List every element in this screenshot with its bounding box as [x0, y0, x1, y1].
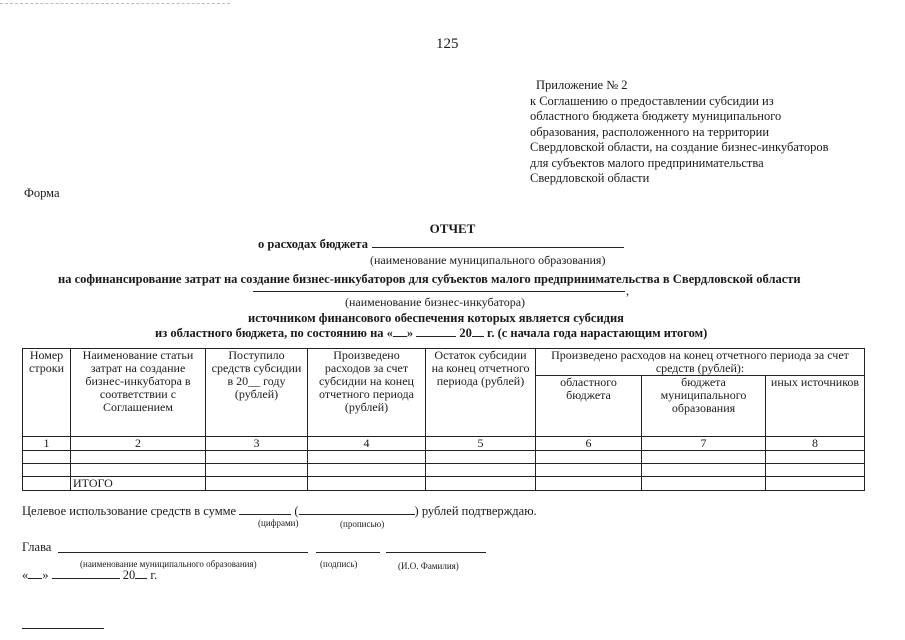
appendix-line: к Соглашению о предоставлении субсидии из	[530, 93, 774, 108]
appendix-line: для субъектов малого предпринимательства	[530, 155, 764, 170]
sign-day-blank[interactable]	[28, 568, 42, 579]
report-line-budget-text: о расходах бюджета	[258, 237, 368, 251]
month-blank[interactable]	[416, 326, 456, 337]
column-number: 3	[206, 437, 308, 451]
sign-date-a: «	[22, 568, 29, 582]
caption-sign: (подпись)	[320, 559, 358, 569]
year-blank[interactable]	[472, 326, 484, 337]
caption-sign-municipality: (наименование муниципального образования)	[80, 559, 257, 569]
total-label: ИТОГО	[71, 477, 206, 491]
report-table	[22, 348, 865, 491]
total-row	[23, 477, 865, 491]
cell[interactable]	[71, 451, 206, 464]
table-row	[23, 464, 865, 477]
form-label: Форма	[24, 186, 60, 200]
cell[interactable]	[426, 464, 536, 477]
date-text-d: г. (с начала года нарастающим итогом)	[487, 326, 708, 340]
cell[interactable]	[308, 451, 426, 464]
name-blank[interactable]	[386, 551, 486, 553]
date-text-c: 20	[459, 326, 472, 340]
purpose-text-b: (	[294, 504, 299, 518]
page-number: 125	[436, 36, 459, 52]
sign-date-d: г.	[150, 568, 158, 582]
cell[interactable]	[426, 477, 536, 491]
appendix-block	[530, 78, 870, 187]
cell[interactable]	[206, 464, 308, 477]
date-text-a: из областного бюджета, по состоянию на «	[155, 326, 393, 340]
column-number-row	[23, 437, 865, 451]
header-other-spent: Произведено расходов на конец отчетного периода за счет средств (рублей):	[536, 349, 865, 376]
caption-digits: (цифрами)	[258, 518, 299, 528]
amount-digits-blank[interactable]	[239, 504, 291, 515]
cell[interactable]	[23, 464, 71, 477]
caption-incubator: (наименование бизнес-инкубатора)	[345, 295, 526, 309]
column-number: 4	[308, 437, 426, 451]
column-number: 8	[766, 437, 865, 451]
cell[interactable]	[23, 451, 71, 464]
report-line-budget	[258, 236, 624, 252]
appendix-line: областного бюджета бюджету муниципального	[530, 109, 782, 123]
cell[interactable]	[308, 464, 426, 477]
header-regional: областного бюджета	[536, 376, 642, 437]
incubator-blank[interactable]	[253, 290, 625, 292]
cell[interactable]	[536, 464, 642, 477]
table-row	[23, 451, 865, 464]
appendix-line: Свердловской области, на создание бизнес-инкубаторов	[530, 140, 829, 154]
cell[interactable]	[308, 477, 426, 491]
cell[interactable]	[536, 477, 642, 491]
column-number: 5	[426, 437, 536, 451]
column-number: 2	[71, 437, 206, 451]
signature-blank[interactable]	[316, 551, 380, 553]
cell[interactable]	[766, 477, 865, 491]
municipality-sign-blank[interactable]	[58, 551, 308, 553]
day-blank[interactable]	[393, 326, 407, 337]
purpose-line	[22, 504, 537, 519]
header-row-number: Номер строки	[23, 349, 71, 437]
report-line-cofinancing: на софинансирование затрат на создание бизнес-инкубаторов для субъектов малого предпринимательства в Свердловской области	[58, 272, 801, 286]
head-label: Глава	[22, 540, 52, 554]
cell[interactable]	[426, 451, 536, 464]
header-spent: Произведено расходов за счет субсидии на конец отчетного периода (рублей)	[308, 349, 426, 437]
cell[interactable]	[206, 477, 308, 491]
date-text-b: »	[406, 326, 414, 340]
header-item-name: Наименование статьи затрат на создание бизнес-инкубатора в соответствии с Соглашением	[71, 349, 206, 437]
column-number: 6	[536, 437, 642, 451]
sign-date-b: »	[42, 568, 49, 582]
caption-words: (прописью)	[340, 519, 385, 529]
report-line-date	[155, 326, 707, 341]
report-line-source: источником финансового обеспечения которых является субсидия	[248, 311, 624, 325]
cell[interactable]	[536, 451, 642, 464]
sign-year-blank[interactable]	[135, 568, 147, 579]
cell[interactable]	[71, 464, 206, 477]
footnote-separator	[22, 627, 104, 629]
comma: ,	[626, 284, 630, 298]
purpose-text-a: Целевое использование средств в сумме	[22, 504, 237, 518]
caption-municipality: (наименование муниципального образования)	[370, 253, 606, 267]
cell[interactable]	[766, 464, 865, 477]
cell[interactable]	[766, 451, 865, 464]
amount-words-blank[interactable]	[299, 504, 415, 515]
sign-month-blank[interactable]	[52, 568, 120, 579]
cell	[23, 477, 71, 491]
header-municipal: бюджета муниципального образования	[642, 376, 766, 437]
cell[interactable]	[206, 451, 308, 464]
appendix-line: образования, расположенного на территории	[530, 124, 770, 139]
purpose-text-c: ) рублей подтверждаю.	[414, 504, 537, 518]
header-balance: Остаток субсидии на конец отчетного периода (рублей)	[426, 349, 536, 437]
cell[interactable]	[642, 451, 766, 464]
header-received: Поступило средств субсидии в 20__ году (рублей)	[206, 349, 308, 437]
column-number: 1	[23, 437, 71, 451]
report-title: ОТЧЕТ	[429, 221, 476, 236]
scan-artifact-line	[0, 0, 230, 4]
header-other: иных источников	[766, 376, 865, 437]
sign-date-line	[22, 568, 157, 583]
caption-name: (И.О. Фамилия)	[398, 561, 459, 571]
sign-date-c: 20	[122, 568, 136, 582]
cell[interactable]	[642, 477, 766, 491]
column-number: 7	[642, 437, 766, 451]
cell[interactable]	[642, 464, 766, 477]
appendix-line: Свердловской области	[530, 171, 650, 185]
municipality-blank[interactable]	[372, 236, 624, 248]
appendix-line: Приложение № 2	[536, 78, 628, 92]
